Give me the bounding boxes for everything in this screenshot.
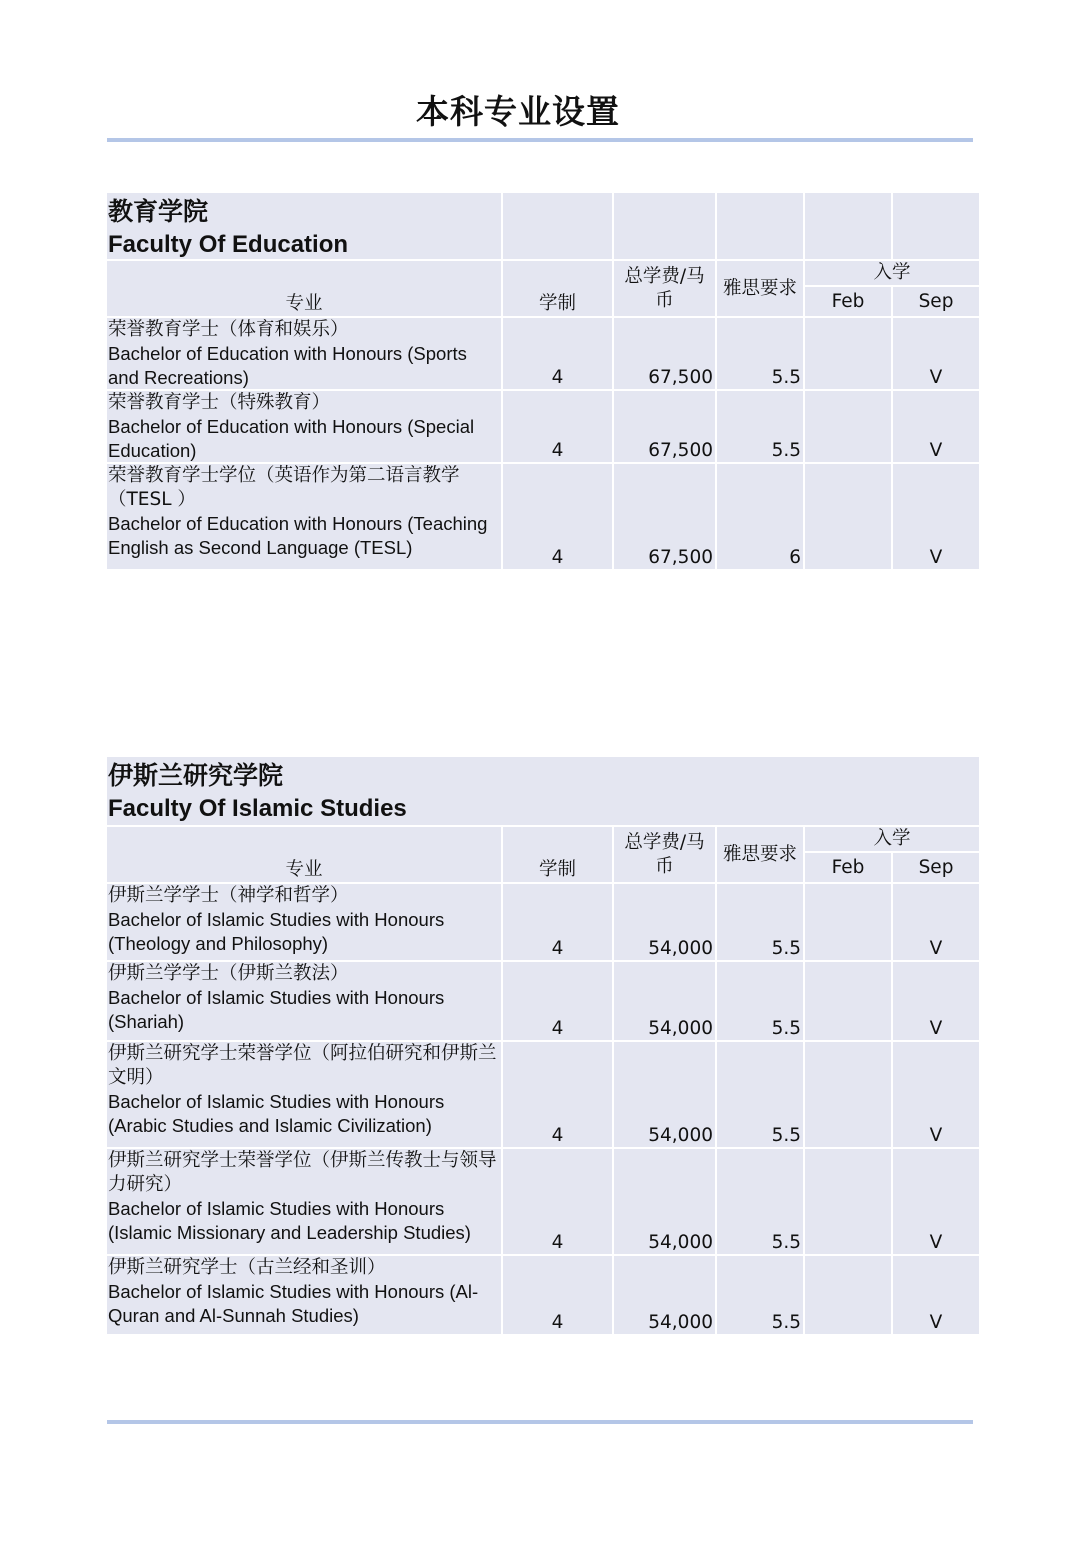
sep-cell (893, 1256, 979, 1334)
faculty-header (107, 193, 501, 259)
col-header-ielts: 雅思要求 (717, 827, 803, 882)
sep-cell (893, 318, 979, 389)
duration-value: 4 (551, 367, 564, 388)
faculty-islamic-studies-section (107, 757, 973, 1334)
fee-cell (614, 1256, 715, 1334)
ielts-value: 5.5 (771, 1125, 801, 1146)
program-name-cell (107, 318, 501, 389)
duration-value: 4 (551, 1125, 564, 1146)
ielts-cell (717, 962, 803, 1040)
col-header-intake: 入学 (805, 261, 979, 285)
header-blank-cell (503, 193, 612, 259)
fee-cell (614, 391, 715, 462)
fee-cell (614, 318, 715, 389)
program-name-cell (107, 1256, 501, 1334)
col-header-feb: Feb (805, 853, 891, 882)
duration-cell (503, 391, 612, 462)
fee-cell (614, 1149, 715, 1254)
top-divider (107, 138, 973, 142)
sep-cell (893, 464, 979, 569)
program-name-en: Bachelor of Education with Honours (Teaching English as Second Language (TESL) (108, 513, 488, 558)
program-name-en: Bachelor of Education with Honours (Sports and Recreations) (108, 343, 467, 388)
feb-cell (805, 1149, 891, 1254)
sep-value: V (929, 1312, 943, 1333)
program-table (107, 193, 973, 569)
program-name-cell (107, 391, 501, 462)
faculty-name-zh: 教育学院 (108, 197, 209, 226)
col-header-intake: 入学 (805, 827, 979, 851)
program-name-en: Bachelor of Islamic Studies with Honours (Shariah) (108, 987, 445, 1032)
header-blank-cell (893, 193, 979, 259)
program-name-cell (107, 884, 501, 960)
fee-cell (614, 962, 715, 1040)
col-header-sep: Sep (893, 853, 979, 882)
faculty-name-en: Faculty Of Education (108, 231, 349, 258)
duration-value: 4 (551, 547, 564, 568)
feb-cell (805, 1256, 891, 1334)
fee-value: 54,000 (648, 1125, 713, 1146)
program-name-en: Bachelor of Islamic Studies with Honours (Arabic Studies and Islamic Civilization) (108, 1091, 445, 1136)
feb-cell (805, 391, 891, 462)
col-header-ielts: 雅思要求 (717, 261, 803, 316)
sep-value: V (929, 938, 943, 959)
feb-cell (805, 1042, 891, 1147)
program-name-zh: 伊斯兰研究学士（古兰经和圣训） (108, 1257, 386, 1278)
faculty-name-en: Faculty Of Islamic Studies (108, 795, 407, 822)
ielts-cell (717, 884, 803, 960)
header-blank-cell (717, 193, 803, 259)
col-header-feb: Feb (805, 287, 891, 316)
duration-cell (503, 1256, 612, 1334)
sep-value: V (929, 1018, 943, 1039)
duration-value: 4 (551, 1018, 564, 1039)
duration-value: 4 (551, 1232, 564, 1253)
sep-value: V (929, 547, 943, 568)
feb-cell (805, 464, 891, 569)
col-header-duration: 学制 (503, 261, 612, 316)
ielts-cell (717, 464, 803, 569)
program-name-en: Bachelor of Education with Honours (Special Education) (108, 416, 475, 461)
sep-cell (893, 1149, 979, 1254)
duration-value: 4 (551, 1312, 564, 1333)
program-name-en: Bachelor of Islamic Studies with Honours (Theology and Philosophy) (108, 909, 445, 954)
duration-cell (503, 464, 612, 569)
program-name-en: Bachelor of Islamic Studies with Honours (Islamic Missionary and Leadership Studies) (108, 1198, 471, 1243)
fee-value: 54,000 (648, 938, 713, 959)
program-name-zh: 伊斯兰学学士（伊斯兰教法） (108, 963, 349, 984)
ielts-value: 6 (789, 547, 801, 568)
ielts-cell (717, 318, 803, 389)
faculty-education-section (107, 193, 973, 569)
program-name-zh: 伊斯兰研究学士荣誉学位（阿拉伯研究和伊斯兰文明） (108, 1043, 497, 1088)
program-name-zh: 荣誉教育学士学位（英语作为第二语言教学（TESL ） (108, 465, 460, 510)
feb-cell (805, 318, 891, 389)
program-name-zh: 伊斯兰学学士（神学和哲学） (108, 885, 349, 906)
ielts-value: 5.5 (771, 1312, 801, 1333)
ielts-cell (717, 1149, 803, 1254)
ielts-value: 5.5 (771, 1232, 801, 1253)
fee-value: 54,000 (648, 1018, 713, 1039)
fee-cell (614, 884, 715, 960)
col-header-program: 专业 (107, 261, 501, 316)
col-header-sep: Sep (893, 287, 979, 316)
duration-cell (503, 1149, 612, 1254)
fee-value: 54,000 (648, 1312, 713, 1333)
col-header-duration: 学制 (503, 827, 612, 882)
duration-value: 4 (551, 440, 564, 461)
duration-cell (503, 1042, 612, 1147)
fee-cell (614, 1042, 715, 1147)
program-name-zh: 荣誉教育学士（特殊教育） (108, 392, 331, 413)
sep-value: V (929, 440, 943, 461)
program-name-en: Bachelor of Islamic Studies with Honours (Al-Quran and Al-Sunnah Studies) (108, 1281, 479, 1326)
fee-value: 67,500 (648, 547, 713, 568)
sep-value: V (929, 367, 943, 388)
sep-value: V (929, 1232, 943, 1253)
program-name-zh: 伊斯兰研究学士荣誉学位（伊斯兰传教士与领导力研究） (108, 1150, 497, 1195)
sep-cell (893, 962, 979, 1040)
fee-cell (614, 464, 715, 569)
faculty-name-zh: 伊斯兰研究学院 (108, 761, 284, 790)
duration-value: 4 (551, 938, 564, 959)
ielts-value: 5.5 (771, 938, 801, 959)
header-blank-cell (805, 193, 891, 259)
sep-cell (893, 1042, 979, 1147)
fee-value: 67,500 (648, 367, 713, 388)
duration-cell (503, 318, 612, 389)
sep-cell (893, 884, 979, 960)
feb-cell (805, 884, 891, 960)
ielts-value: 5.5 (771, 440, 801, 461)
program-name-cell (107, 464, 501, 569)
col-header-fee: 总学费/马币 (614, 827, 715, 882)
ielts-cell (717, 1042, 803, 1147)
program-name-cell (107, 1042, 501, 1147)
ielts-value: 5.5 (771, 367, 801, 388)
fee-value: 54,000 (648, 1232, 713, 1253)
feb-cell (805, 962, 891, 1040)
faculty-header (107, 757, 979, 825)
bottom-divider (107, 1420, 973, 1424)
ielts-cell (717, 391, 803, 462)
program-table (107, 757, 973, 1334)
duration-cell (503, 884, 612, 960)
ielts-value: 5.5 (771, 1018, 801, 1039)
sep-cell (893, 391, 979, 462)
program-name-cell (107, 962, 501, 1040)
program-name-cell (107, 1149, 501, 1254)
header-blank-cell (614, 193, 715, 259)
program-name-zh: 荣誉教育学士（体育和娱乐） (108, 319, 349, 340)
col-header-program: 专业 (107, 827, 501, 882)
duration-cell (503, 962, 612, 1040)
fee-value: 67,500 (648, 440, 713, 461)
sep-value: V (929, 1125, 943, 1146)
ielts-cell (717, 1256, 803, 1334)
col-header-fee: 总学费/马币 (614, 261, 715, 316)
page-title: 本科专业设置 (416, 92, 620, 131)
